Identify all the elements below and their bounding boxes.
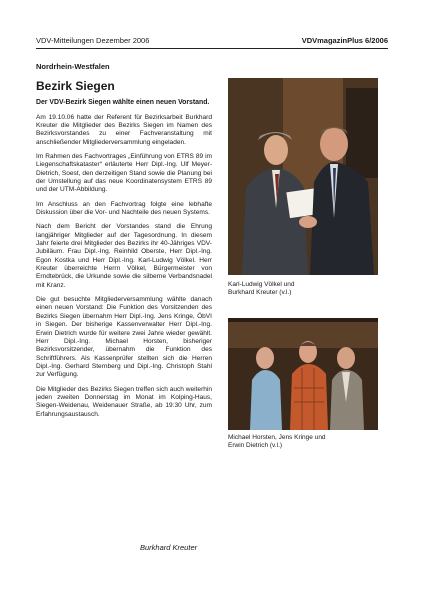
paragraph-5: Die gut besuchte Mitgliederversammlung wählte danach einen neuen Vorstand: Die Funktion des Vorsitzenden des Bezirks Siegen übernahm Herr Dipl.-Ing. Jens Kringe, ÖbVI in Siegen. Der bisherige Kassenverwalter Herr Dipl.-Ing. Erwin Dietrich wurde für weitere zwei Jahre wieder gewählt. Herr Dipl.-Ing. Michael Horsten, bisheriger Bezirksvorsitzender, übernahm die Funktion des Schriftführers. Als Kassenprüfer stellten sich die Herren Dipl.-Ing. Gerhard Sternberg und Dipl.-Ing. Christoph Stahl zur Verfügung. bbox=[36, 296, 212, 379]
article-body bbox=[36, 99, 212, 425]
photo-award-caption bbox=[228, 281, 398, 297]
paragraph-3: Im Anschluss an den Fachvortrag folgte eine lebhafte Diskussion über die Vor- und Nachteile des neuen Systems. bbox=[36, 200, 212, 217]
author-signature: Burkhard Kreuter bbox=[140, 543, 198, 552]
photo-award-illustration bbox=[228, 78, 378, 275]
article-lead: Der VDV-Bezirk Siegen wählte einen neuen Vorstand. bbox=[36, 99, 210, 106]
paragraph-1: Am 19.10.06 hatte der Referent für Bezirksarbeit Burkhard Kreuter die Mitglieder des Bezirks Siegen im Namen des Bezirksvorstandes zu einer Fachveranstaltung mit anschließender Mitgliederversammlung eingeladen. bbox=[36, 113, 212, 146]
header-right: VDVmagazinPlus 6/2006 bbox=[301, 36, 388, 45]
photo-new-board bbox=[228, 318, 378, 430]
paragraph-4: Nach dem Bericht der Vorstandes stand die Ehrung langjähriger Mitglieder auf der Tagesordnung. In diesem Jahr feierte drei Mitglieder des Bezirks ihr 40-Jähriges VDV-Jubiläum. Frau Dipl.-Ing. Reinhild Oberste, Herr Dipl.-Ing. Egon Kostka und Herr Dipl.-Ing. Karl-Ludwig Völkel. Herr Kreuter überreichte Herrn Völkel, Bürgermeister von Erndtebrück, die Urkunde sowie die silberne Verbandsnadel mit Kranz. bbox=[36, 223, 212, 289]
paragraph-2: Im Rahmen des Fachvortrages „Einführung von ETRS 89 im Liegenschaftskataster“ erläuterte Herr Dipl.-Ing. Ulf Meyer-Dietrich, Soest, den derzeitigen Stand sowie die Planung bei der Umstellung auf das neue Koordinatensystem ETRS 89 und der UTM-Abbildung. bbox=[36, 152, 212, 194]
region-label: Nordrhein-Westfalen bbox=[36, 62, 110, 71]
page-header bbox=[36, 36, 388, 49]
paragraph-6: Die Mitglieder des Bezirks Siegen treffen sich auch weiterhin jeden zweiten Donnerstag im Monat im Kolping-Haus, Siegen-Weidenau, Weidenauer Straße, ab 19:30 Uhr, zum Erfahrungsaustausch. bbox=[36, 385, 212, 418]
photo-board-caption bbox=[228, 434, 408, 450]
photo-award-caption-line2: Burkhard Kreuter (v.l.) bbox=[228, 289, 292, 297]
photo-board-caption-line1: Michael Horsten, Jens Kringe und bbox=[228, 434, 326, 441]
photo-award-caption-line1: Karl-Ludwig Völkel und bbox=[228, 281, 295, 288]
article-title: Bezirk Siegen bbox=[36, 79, 115, 93]
photo-board-illustration bbox=[228, 318, 378, 430]
header-left: VDV-Mitteilungen Dezember 2006 bbox=[36, 36, 150, 45]
photo-board-caption-line2: Erwin Dietrich (v.l.) bbox=[228, 442, 283, 450]
photo-award-handover bbox=[228, 78, 378, 275]
